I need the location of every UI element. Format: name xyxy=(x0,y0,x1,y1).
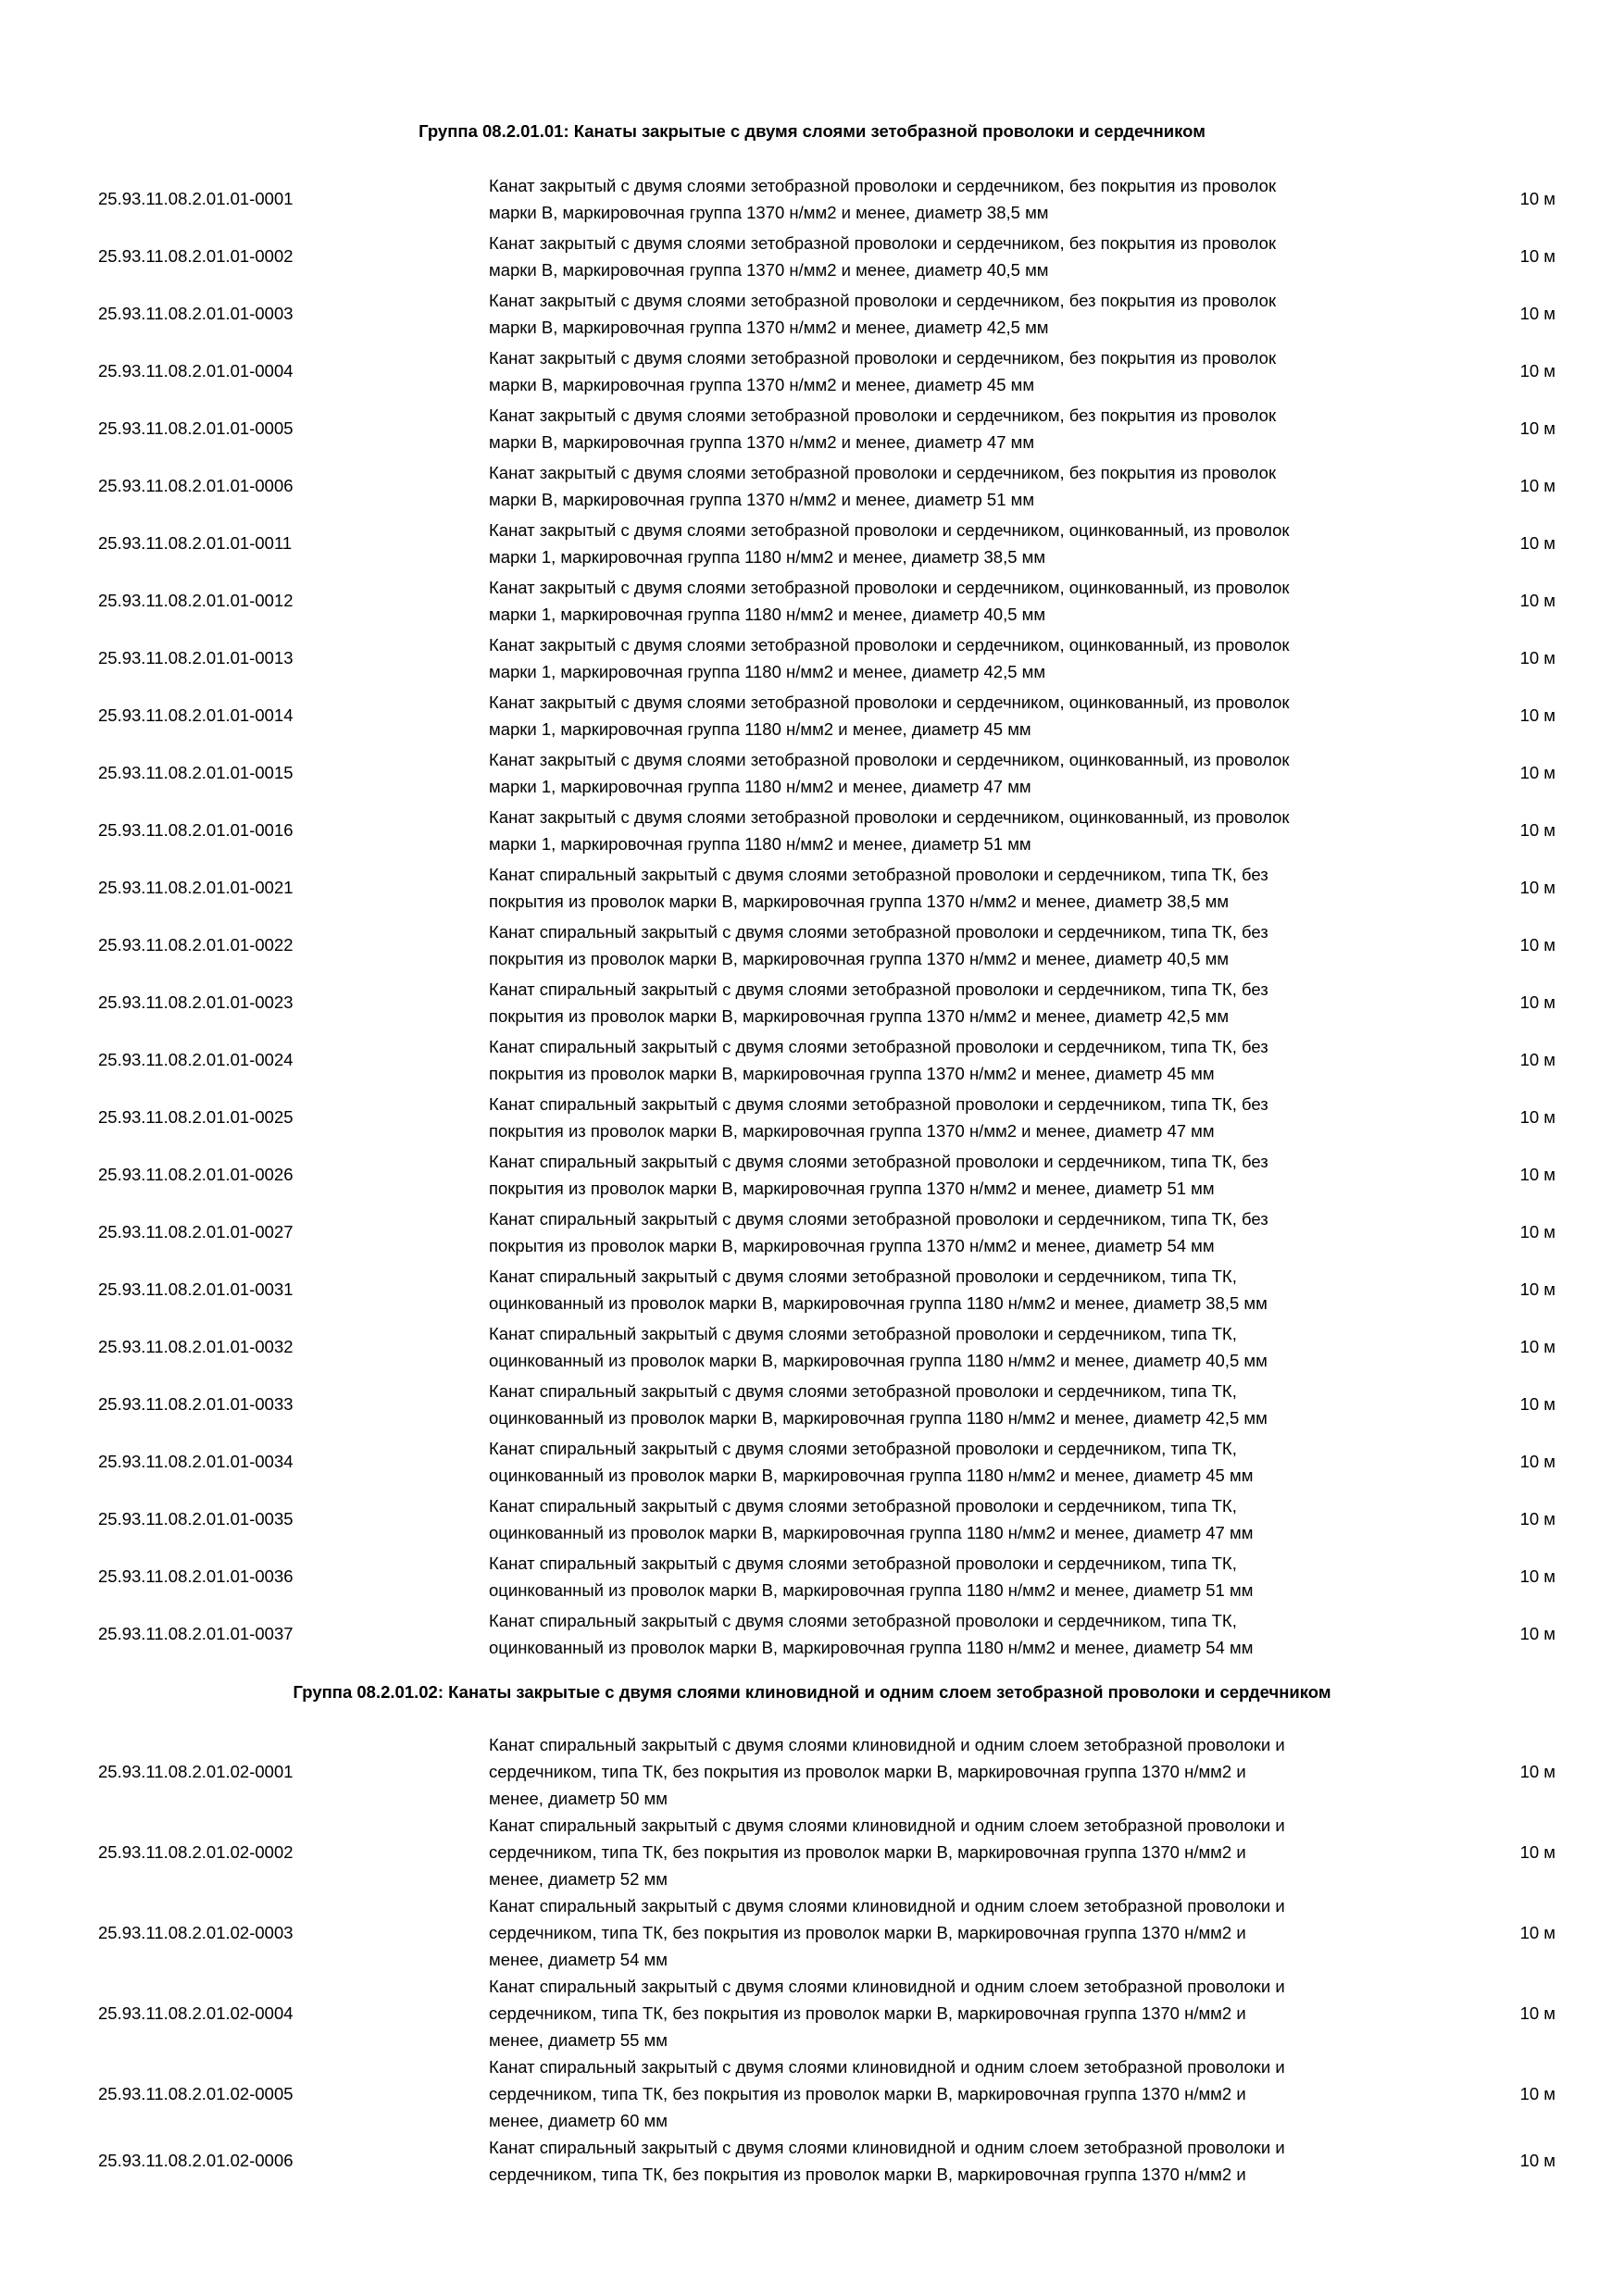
item-unit: 10 м xyxy=(1519,1050,1555,1069)
item-description: Канат спиральный закрытый с двумя слоями клиновидной и одним слоем зетобразной проволоки и сердечником, типа ТК, без покрытия из проволок марки В, маркировочная группа 1370 н/мм2 и менее, диаметр 54 мм xyxy=(489,1896,1285,1969)
item-unit: 10 м xyxy=(1519,878,1555,897)
table-row xyxy=(0,344,1624,398)
item-code: 25.93.11.08.2.01.01-0026 xyxy=(98,1165,294,1184)
item-description: Канат спиральный закрытый с двумя слоями зетобразной проволоки и сердечником, типа ТК, оцинкованный из проволок марки В, маркировочная группа 1180 н/мм2 и менее, диаметр 38,5 мм xyxy=(489,1267,1268,1313)
table-row xyxy=(0,2053,1624,2134)
table-row xyxy=(0,1205,1624,1259)
item-unit: 10 м xyxy=(1519,418,1555,438)
table-row xyxy=(0,1263,1624,1316)
item-unit: 10 м xyxy=(1519,1337,1555,1356)
item-code: 25.93.11.08.2.01.02-0003 xyxy=(98,1922,294,1942)
table-row xyxy=(0,1320,1624,1374)
item-code: 25.93.11.08.2.01.01-0001 xyxy=(98,189,294,208)
item-code: 25.93.11.08.2.01.02-0002 xyxy=(98,1841,294,1862)
item-description: Канат закрытый с двумя слоями зетобразной проволоки и сердечником, оцинкованный, из проволок марки 1, маркировочная группа 1180 н/мм2 и менее, диаметр 51 мм xyxy=(489,807,1290,854)
table-row xyxy=(0,1378,1624,1431)
item-description: Канат закрытый с двумя слоями зетобразной проволоки и сердечником, оцинкованный, из проволок марки 1, маркировочная группа 1180 н/мм2 и менее, диаметр 42,5 мм xyxy=(489,635,1290,681)
item-description: Канат спиральный закрытый с двумя слоями зетобразной проволоки и сердечником, типа ТК, оцинкованный из проволок марки В, маркировочная группа 1180 н/мм2 и менее, диаметр 51 мм xyxy=(489,1554,1254,1600)
table-row xyxy=(0,861,1624,915)
table-row xyxy=(0,631,1624,685)
table-row xyxy=(0,1435,1624,1489)
item-code: 25.93.11.08.2.01.01-0037 xyxy=(98,1624,294,1643)
item-code: 25.93.11.08.2.01.02-0004 xyxy=(98,2003,294,2023)
table-row xyxy=(0,2134,1624,2188)
item-unit: 10 м xyxy=(1519,935,1555,955)
item-unit: 10 м xyxy=(1519,2083,1555,2103)
item-code: 25.93.11.08.2.01.02-0001 xyxy=(98,1761,294,1781)
item-description: Канат спиральный закрытый с двумя слоями зетобразной проволоки и сердечником, типа ТК, без покрытия из проволок марки В, маркировочная группа 1370 н/мм2 и менее, диаметр 54 мм xyxy=(489,1209,1268,1255)
item-unit: 10 м xyxy=(1519,1107,1555,1127)
table-row xyxy=(0,230,1624,283)
item-code: 25.93.11.08.2.01.01-0012 xyxy=(98,591,294,610)
item-description: Канат закрытый с двумя слоями зетобразной проволоки и сердечником, без покрытия из проволок марки В, маркировочная группа 1370 н/мм2 и менее, диаметр 47 мм xyxy=(489,406,1277,452)
group-title: Группа 08.2.01.02: Канаты закрытые с двумя слоями клиновидной и одним слоем зетобразной проволоки и сердечником xyxy=(293,1682,1331,1702)
item-unit: 10 м xyxy=(1519,820,1555,840)
item-code: 25.93.11.08.2.01.01-0034 xyxy=(98,1452,294,1471)
table-row xyxy=(0,1091,1624,1144)
item-code: 25.93.11.08.2.01.01-0035 xyxy=(98,1509,294,1529)
item-code: 25.93.11.08.2.01.02-0006 xyxy=(98,2151,294,2170)
item-description: Канат спиральный закрытый с двумя слоями зетобразной проволоки и сердечником, типа ТК, оцинкованный из проволок марки В, маркировочная группа 1180 н/мм2 и менее, диаметр 40,5 мм xyxy=(489,1324,1268,1370)
item-unit: 10 м xyxy=(1519,1452,1555,1471)
table-row xyxy=(0,689,1624,742)
item-code: 25.93.11.08.2.01.01-0022 xyxy=(98,935,294,955)
item-unit: 10 м xyxy=(1519,361,1555,381)
item-code: 25.93.11.08.2.01.01-0011 xyxy=(98,533,293,553)
item-description: Канат спиральный закрытый с двумя слоями зетобразной проволоки и сердечником, типа ТК, оцинкованный из проволок марки В, маркировочная группа 1180 н/мм2 и менее, диаметр 47 мм xyxy=(489,1496,1254,1542)
item-description: Канат закрытый с двумя слоями зетобразной проволоки и сердечником, оцинкованный, из проволок марки 1, маркировочная группа 1180 н/мм2 и менее, диаметр 40,5 мм xyxy=(489,578,1290,624)
item-unit: 10 м xyxy=(1519,648,1555,668)
table-row xyxy=(0,804,1624,857)
table-row xyxy=(0,918,1624,972)
item-unit: 10 м xyxy=(1519,992,1555,1012)
table-row xyxy=(0,172,1624,226)
item-code: 25.93.11.08.2.01.01-0016 xyxy=(98,820,294,840)
item-unit: 10 м xyxy=(1519,1761,1555,1781)
item-description: Канат закрытый с двумя слоями зетобразной проволоки и сердечником, без покрытия из проволок марки В, маркировочная группа 1370 н/мм2 и менее, диаметр 45 мм xyxy=(489,348,1277,394)
item-description: Канат спиральный закрытый с двумя слоями зетобразной проволоки и сердечником, типа ТК, без покрытия из проволок марки В, маркировочная группа 1370 н/мм2 и менее, диаметр 42,5 мм xyxy=(489,980,1268,1026)
item-code: 25.93.11.08.2.01.01-0036 xyxy=(98,1566,294,1586)
item-description: Канат спиральный закрытый с двумя слоями клиновидной и одним слоем зетобразной проволоки и сердечником, типа ТК, без покрытия из проволок марки В, маркировочная группа 1370 н/мм2 и менее, диаметр 55 мм xyxy=(489,1977,1285,2050)
item-unit: 10 м xyxy=(1519,705,1555,725)
item-description: Канат спиральный закрытый с двумя слоями зетобразной проволоки и сердечником, типа ТК, без покрытия из проволок марки В, маркировочная группа 1370 н/мм2 и менее, диаметр 51 мм xyxy=(489,1152,1268,1198)
item-description: Канат спиральный закрытый с двумя слоями зетобразной проволоки и сердечником, типа ТК, без покрытия из проволок марки В, маркировочная группа 1370 н/мм2 и менее, диаметр 40,5 мм xyxy=(489,922,1268,968)
item-unit: 10 м xyxy=(1519,1841,1555,1862)
item-description: Канат спиральный закрытый с двумя слоями зетобразной проволоки и сердечником, типа ТК, без покрытия из проволок марки В, маркировочная группа 1370 н/мм2 и менее, диаметр 47 мм xyxy=(489,1094,1268,1141)
item-description: Канат закрытый с двумя слоями зетобразной проволоки и сердечником, без покрытия из проволок марки В, маркировочная группа 1370 н/мм2 и менее, диаметр 38,5 мм xyxy=(489,176,1277,222)
item-unit: 10 м xyxy=(1519,591,1555,610)
item-description: Канат спиральный закрытый с двумя слоями клиновидной и одним слоем зетобразной проволоки и сердечником, типа ТК, без покрытия из проволок марки В, маркировочная группа 1370 н/мм2 и менее, диаметр 52 мм xyxy=(489,1816,1285,1889)
table-row xyxy=(0,1550,1624,1603)
item-description: Канат спиральный закрытый с двумя слоями зетобразной проволоки и сердечником, типа ТК, оцинкованный из проволок марки В, маркировочная группа 1180 н/мм2 и менее, диаметр 54 мм xyxy=(489,1611,1254,1657)
item-unit: 10 м xyxy=(1519,1566,1555,1586)
item-unit: 10 м xyxy=(1519,2151,1555,2170)
item-unit: 10 м xyxy=(1519,1922,1555,1942)
item-code: 25.93.11.08.2.01.01-0027 xyxy=(98,1222,294,1242)
item-code: 25.93.11.08.2.01.02-0005 xyxy=(98,2083,294,2103)
item-description: Канат спиральный закрытый с двумя слоями клиновидной и одним слоем зетобразной проволоки и сердечником, типа ТК, без покрытия из проволок марки В, маркировочная группа 1370 н/мм2 и xyxy=(489,2138,1285,2184)
table-row xyxy=(0,574,1624,628)
item-code: 25.93.11.08.2.01.01-0031 xyxy=(98,1279,294,1299)
table-row xyxy=(0,1148,1624,1202)
item-code: 25.93.11.08.2.01.01-0013 xyxy=(98,648,294,668)
item-unit: 10 м xyxy=(1519,304,1555,323)
table-row xyxy=(0,1892,1624,1973)
item-description: Канат закрытый с двумя слоями зетобразной проволоки и сердечником, оцинкованный, из проволок марки 1, маркировочная группа 1180 н/мм2 и менее, диаметр 45 мм xyxy=(489,693,1290,739)
item-code: 25.93.11.08.2.01.01-0021 xyxy=(98,878,294,897)
item-description: Канат закрытый с двумя слоями зетобразной проволоки и сердечником, без покрытия из проволок марки В, маркировочная группа 1370 н/мм2 и менее, диаметр 40,5 мм xyxy=(489,233,1277,280)
item-unit: 10 м xyxy=(1519,533,1555,553)
item-code: 25.93.11.08.2.01.01-0005 xyxy=(98,418,294,438)
item-code: 25.93.11.08.2.01.01-0015 xyxy=(98,763,294,782)
item-unit: 10 м xyxy=(1519,189,1555,208)
table-row xyxy=(0,459,1624,513)
table-row xyxy=(0,1607,1624,1661)
item-unit: 10 м xyxy=(1519,1222,1555,1242)
item-code: 25.93.11.08.2.01.01-0025 xyxy=(98,1107,294,1127)
group-title: Группа 08.2.01.01: Канаты закрытые с двумя слоями зетобразной проволоки и сердечником xyxy=(418,121,1206,141)
item-description: Канат закрытый с двумя слоями зетобразной проволоки и сердечником, оцинкованный, из проволок марки 1, маркировочная группа 1180 н/мм2 и менее, диаметр 47 мм xyxy=(489,750,1290,796)
item-code: 25.93.11.08.2.01.01-0033 xyxy=(98,1394,294,1414)
item-description: Канат спиральный закрытый с двумя слоями зетобразной проволоки и сердечником, типа ТК, без покрытия из проволок марки В, маркировочная группа 1370 н/мм2 и менее, диаметр 45 мм xyxy=(489,1037,1268,1083)
item-description: Канат спиральный закрытый с двумя слоями клиновидной и одним слоем зетобразной проволоки и сердечником, типа ТК, без покрытия из проволок марки В, маркировочная группа 1370 н/мм2 и менее, диаметр 60 мм xyxy=(489,2057,1285,2130)
item-unit: 10 м xyxy=(1519,1279,1555,1299)
item-code: 25.93.11.08.2.01.01-0032 xyxy=(98,1337,294,1356)
item-code: 25.93.11.08.2.01.01-0024 xyxy=(98,1050,294,1069)
item-code: 25.93.11.08.2.01.01-0002 xyxy=(98,246,294,266)
item-description: Канат спиральный закрытый с двумя слоями зетобразной проволоки и сердечником, типа ТК, без покрытия из проволок марки В, маркировочная группа 1370 н/мм2 и менее, диаметр 38,5 мм xyxy=(489,865,1268,911)
item-code: 25.93.11.08.2.01.01-0023 xyxy=(98,992,294,1012)
item-unit: 10 м xyxy=(1519,1394,1555,1414)
item-code: 25.93.11.08.2.01.01-0006 xyxy=(98,476,294,495)
item-unit: 10 м xyxy=(1519,763,1555,782)
item-description: Канат закрытый с двумя слоями зетобразной проволоки и сердечником, оцинкованный, из проволок марки 1, маркировочная группа 1180 н/мм2 и менее, диаметр 38,5 мм xyxy=(489,520,1290,567)
table-row xyxy=(0,746,1624,800)
table-row xyxy=(0,976,1624,1029)
item-description: Канат закрытый с двумя слоями зетобразной проволоки и сердечником, без покрытия из проволок марки В, маркировочная группа 1370 н/мм2 и менее, диаметр 42,5 мм xyxy=(489,291,1277,337)
item-unit: 10 м xyxy=(1519,1509,1555,1529)
item-unit: 10 м xyxy=(1519,476,1555,495)
item-description: Канат спиральный закрытый с двумя слоями зетобразной проволоки и сердечником, типа ТК, оцинкованный из проволок марки В, маркировочная группа 1180 н/мм2 и менее, диаметр 42,5 мм xyxy=(489,1381,1268,1428)
table-row xyxy=(0,1492,1624,1546)
table-row xyxy=(0,517,1624,570)
item-unit: 10 м xyxy=(1519,1165,1555,1184)
item-description: Канат спиральный закрытый с двумя слоями зетобразной проволоки и сердечником, типа ТК, оцинкованный из проволок марки В, маркировочная группа 1180 н/мм2 и менее, диаметр 45 мм xyxy=(489,1439,1254,1485)
table-row xyxy=(0,402,1624,455)
item-unit: 10 м xyxy=(1519,246,1555,266)
table-row xyxy=(0,1973,1624,2053)
item-code: 25.93.11.08.2.01.01-0003 xyxy=(98,304,294,323)
item-unit: 10 м xyxy=(1519,1624,1555,1643)
table-row xyxy=(0,1731,1624,1812)
item-description: Канат спиральный закрытый с двумя слоями клиновидной и одним слоем зетобразной проволоки и сердечником, типа ТК, без покрытия из проволок марки В, маркировочная группа 1370 н/мм2 и менее, диаметр 50 мм xyxy=(489,1735,1285,1808)
item-code: 25.93.11.08.2.01.01-0004 xyxy=(98,361,294,381)
table-row xyxy=(0,287,1624,341)
item-unit: 10 м xyxy=(1519,2003,1555,2023)
item-code: 25.93.11.08.2.01.01-0014 xyxy=(98,705,294,725)
item-description: Канат закрытый с двумя слоями зетобразной проволоки и сердечником, без покрытия из проволок марки В, маркировочная группа 1370 н/мм2 и менее, диаметр 51 мм xyxy=(489,463,1277,509)
table-row xyxy=(0,1812,1624,1892)
table-row xyxy=(0,1033,1624,1087)
